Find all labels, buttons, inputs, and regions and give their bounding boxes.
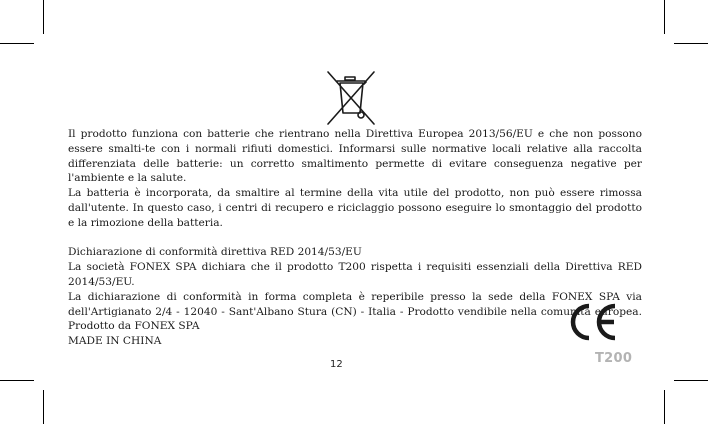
- disposal-paragraph-2: La batteria è incorporata, da smaltire al termine della vita utile del prodotto, non può essere rimossa dall'utente. In questo caso, i centri di recupero e riciclaggio possono eseguire lo smontaggio del prodotto e la rimozione della batteria.: [68, 187, 642, 229]
- paragraph-gap: [68, 231, 642, 246]
- crop-mark: [43, 390, 44, 424]
- crop-mark: [674, 380, 708, 381]
- crossed-out-wheelie-bin-icon: [324, 70, 378, 126]
- conformity-paragraph-2: La dichiarazione di conformità in forma completa è reperibile presso la sede della FONEX SPA via dell'Artigianato 2/4 - 12040 - Sant'Albano Stura (CN) - Italia - Prodotto vendibile nella comunità europea. Prodotto da FONEX SPA: [68, 290, 642, 333]
- model-label: T200: [595, 351, 633, 366]
- crop-mark: [0, 380, 34, 381]
- crop-mark: [43, 0, 44, 34]
- crop-mark: [664, 0, 665, 34]
- made-in-label: MADE IN CHINA: [68, 335, 162, 348]
- crop-mark: [664, 390, 665, 424]
- page-number: 12: [330, 359, 343, 370]
- disposal-paragraph-1: Il prodotto funziona con batterie che rientrano nella Direttiva Europea 2013/56/EU e che non possono essere smalti-te con i normali rifiuti domestici. Informarsi sulle normative locali relative alla raccolta differenziata delle batterie: un corretto smaltimento permette di evitare conseguenza negative per l'ambiente e la salute.: [68, 128, 642, 185]
- ce-mark-icon: [567, 302, 619, 342]
- document-body: [68, 127, 642, 349]
- crop-mark: [674, 43, 708, 44]
- conformity-paragraph-1: La società FONEX SPA dichiara che il prodotto T200 rispetta i requisiti essenziali della Direttiva RED 2014/53/EU.: [68, 261, 642, 288]
- crop-mark: [0, 43, 34, 44]
- conformity-heading: Dichiarazione di conformità direttiva RED 2014/53/EU: [68, 246, 362, 259]
